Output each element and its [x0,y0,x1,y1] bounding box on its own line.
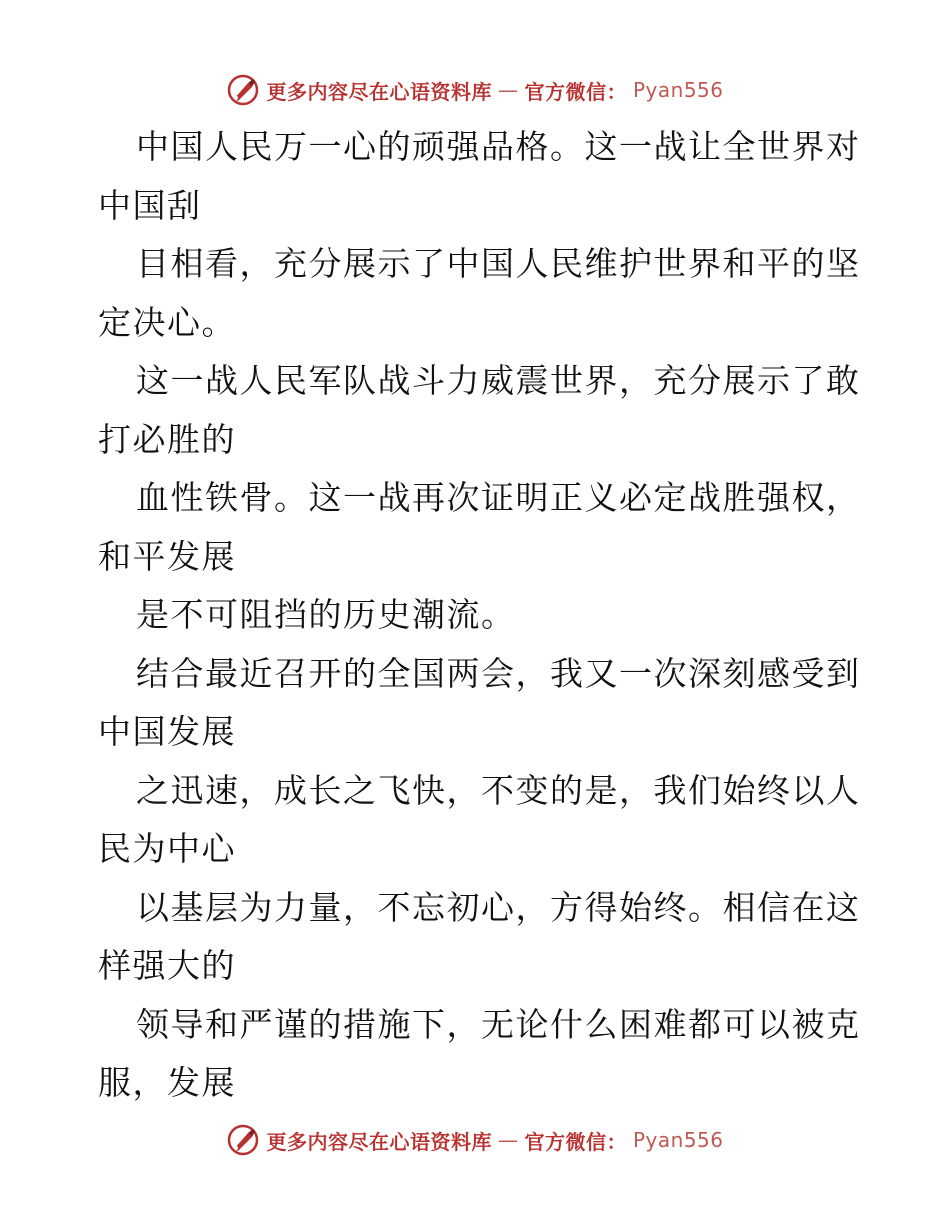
paragraph-line: 服，发展 [98,1063,236,1102]
watermark-id-text: Pyan556 [632,78,724,102]
paragraph-line: 中国发展 [98,712,236,751]
paragraph-line: 样强大的 [98,946,236,985]
paragraph-line: 目相看，充分展示了中国人民维护世界和平的坚 [136,244,861,283]
watermark-channel-text: 官方微信： [524,79,627,104]
watermark-id-text: Pyan556 [632,1128,724,1152]
document-body [98,118,861,1113]
footer-watermark [0,1120,950,1160]
paragraph-line: 民为中心 [98,829,236,868]
pen-nib-logo-icon [226,73,260,107]
watermark-main-text: 更多内容尽在心语资料库 [266,1129,492,1154]
watermark-separator: — [497,1128,519,1152]
watermark-separator: — [497,78,519,102]
paragraph-line: 打必胜的 [98,419,236,459]
paragraph-line: 中国刮 [98,185,202,225]
paragraph-line: 中国人民万一心的顽强品格。这一战让全世界对 [136,127,861,166]
watermark-channel-text: 官方微信： [524,1129,627,1154]
pen-nib-logo-icon [226,1123,260,1157]
paragraph-line: 是不可阻挡的历史潮流。 [136,595,516,634]
paragraph-line: 定决心。 [98,302,236,342]
header-watermark [0,70,950,110]
paragraph-line: 和平发展 [98,536,236,576]
watermark-main-text: 更多内容尽在心语资料库 [266,79,492,104]
paragraph-line: 领导和严谨的措施下，无论什么困难都可以被克 [136,1004,861,1044]
paragraph-line: 这一战人民军队战斗力威震世界，充分展示了敢 [136,361,861,400]
paragraph-line: 以基层为力量，不忘初心，方得始终。相信在这 [136,887,861,927]
paragraph-line: 血性铁骨。这一战再次证明正义必定战胜强权， [136,478,861,517]
paragraph-line: 之迅速，成长之飞快，不变的是，我们始终以人 [136,770,861,810]
paragraph-line: 结合最近召开的全国两会，我又一次深刻感受到 [136,653,861,693]
